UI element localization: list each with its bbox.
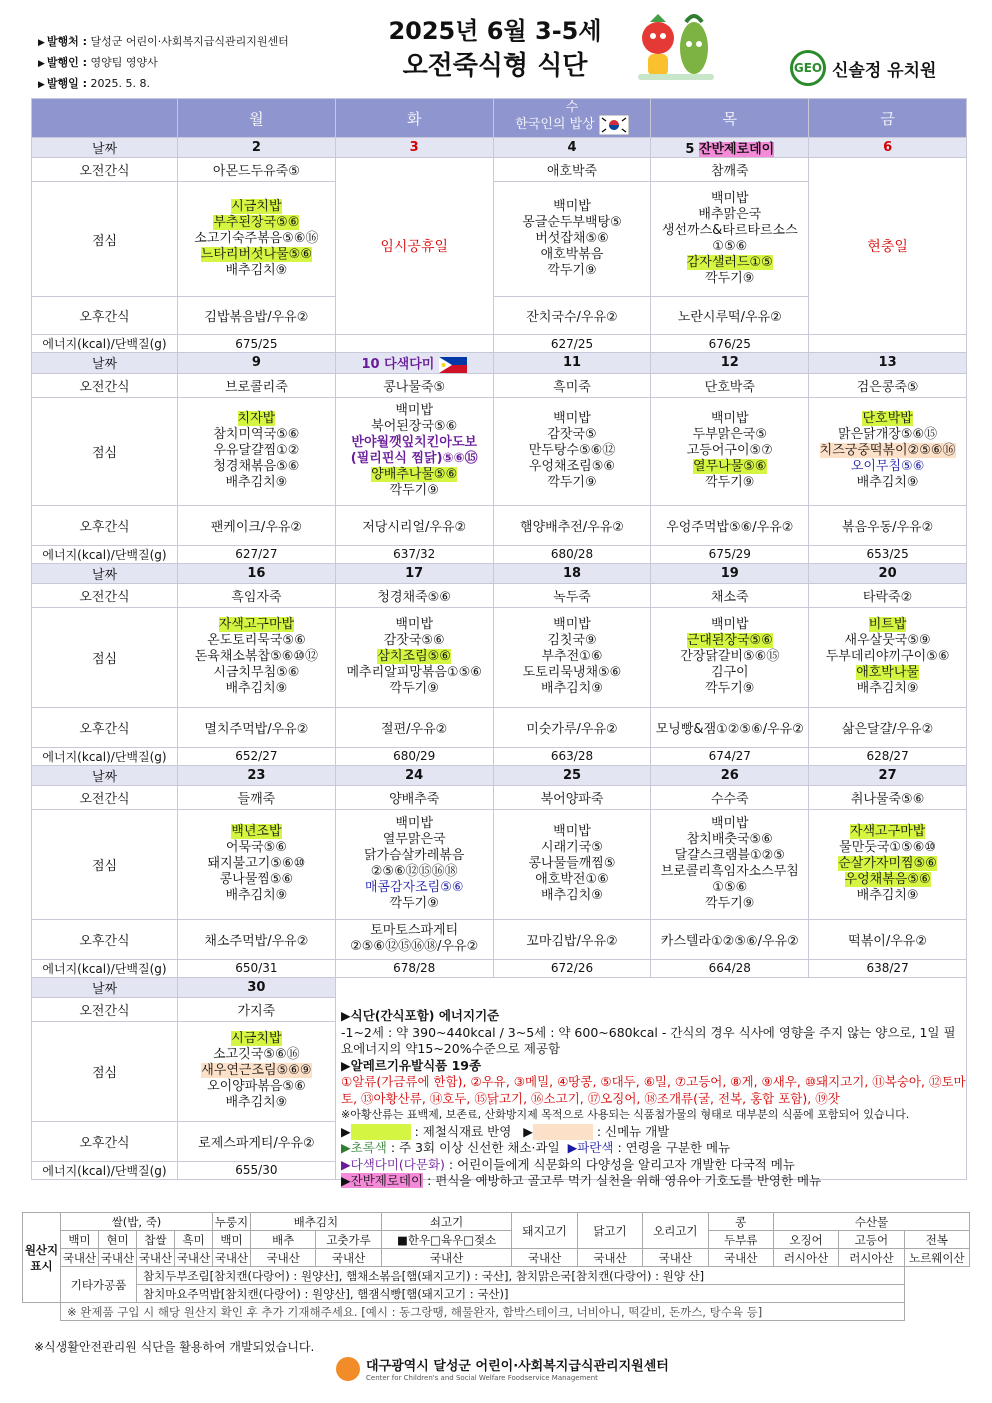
lunch-cell: 백미밥 열무맑은국 닭가슴살카레볶음 ②⑤⑥⑫⑮⑯⑱ 매콤감자조림⑤⑥ 깍두기⑨ xyxy=(335,809,493,919)
school-logo-icon: GEO xyxy=(790,50,826,86)
school-badge xyxy=(790,50,936,86)
smile-logo-icon xyxy=(336,1357,360,1381)
legend-multicultural: ▶다색다미(다문화) : 어린이들에게 식문화의 다양성을 알리고자 개발한 다국적 메뉴 xyxy=(341,1156,795,1172)
school-name: 신솔정 유치원 xyxy=(832,60,937,81)
am-snack-row: 오전간식 가지죽 xyxy=(32,997,967,1021)
title-line1: 2025년 6월 3-5세 xyxy=(388,17,602,45)
energy-heading: ▶식단(간식포함) 에너지기준 xyxy=(341,1008,500,1023)
center-logo xyxy=(336,1355,669,1382)
allergy-list: ①알류(가금류에 한함), ②우유, ③메밀, ④땅콩, ⑤대두, ⑥밀, ⑦고등어, ⑧게, ⑨새우, ⑩돼지고기, ⑪복숭아, ⑫토마토, ⑬아황산류, ⑭호두, ⑮닭고기, ⑯소고기, ⑰오징어, ⑱조개류(굴, 전복, 홍합 포함), ⑲잣 xyxy=(341,1074,966,1106)
energy-text: -1~2세 : 약 390~440kcal / 3~5세 : 약 600~680kcal - 간식의 경우 식사에 영향을 주지 않는 양으로, 1일 필요에너지의 약15~20%수준으로 제공함 xyxy=(341,1024,956,1056)
day-tue: 화 xyxy=(335,99,493,138)
pm-snack-row: 오후간식 멸치주먹밥/우유② 절편/우유② 미숫가루/우유② 모닝빵&잼①②⑤⑥/우유② 삶은달걀/우유② xyxy=(32,707,967,747)
day-mon: 월 xyxy=(178,99,336,138)
title-line2: 오전죽식형 식단 xyxy=(402,51,588,81)
energy-row: 에너지(kcal)/단백질(g) 655/30 xyxy=(32,1161,967,1179)
notes-panel xyxy=(341,1008,967,1190)
am-snack-row: 오전간식 흑임자죽 청경채죽⑤⑥ 녹두죽 채소죽 타락죽② xyxy=(32,583,967,607)
lunch-cell: 자색고구마밥 물만둣국①⑤⑥⑩ 순살가자미찜⑤⑥ 우엉채볶음⑤⑥ 배추김치⑨ xyxy=(809,809,967,919)
legend-color: ▶초록색 : 주 3회 이상 신선한 채소·과일 ▶파란색 : 연령을 구분한 메뉴 xyxy=(341,1140,731,1155)
lunch-cell: 백미밥 김칫국⑨ 부추전①⑥ 도토리묵냉채⑤⑥ 배추김치⑨ xyxy=(493,607,651,707)
lunch-cell: 백미밥 시래기국⑤ 콩나물들깨찜⑤ 애호박전①⑥ 배추김치⑨ xyxy=(493,809,651,919)
lunch-cell: 백년조밥 어묵국⑤⑥ 돼지불고기⑤⑥⑩ 콩나물찜⑤⑥ 배추김치⑨ xyxy=(178,809,336,919)
lunch-row: 점심 시금치밥 소고깃국⑤⑥⑯ 새우연근조림⑤⑥⑨ 오이양파볶음⑤⑥ 배추김치⑨ xyxy=(32,1021,967,1121)
holiday-label: 현충일 xyxy=(809,158,967,335)
lunch-cell: 시금치밥 소고깃국⑤⑥⑯ 새우연근조림⑤⑥⑨ 오이양파볶음⑤⑥ 배추김치⑨ xyxy=(178,1021,336,1121)
origin-groups: 원산지표시 쌀(밥, 죽) 누룽지 배추김치 쇠고기 돼지고기 닭고기 오리고기 콩 수산물 xyxy=(23,1213,970,1231)
am-snack-row: 오전간식 들깨죽 양배추죽 북어양파죽 수수죽 취나물죽⑤⑥ xyxy=(32,785,967,809)
lunch-cell: 단호박밥 맑은닭개장⑤⑥⑮ 치즈궁중떡볶이②⑤⑥⑯ 오이무침⑤⑥ 배추김치⑨ xyxy=(809,397,967,505)
center-name-en: Center for Children's and Social Welfare Foodservice Management xyxy=(366,1374,598,1382)
vegetable-mascot-icon xyxy=(636,12,716,84)
footnote: ※식생활안전관리원 식단을 활용하여 개발되었습니다. xyxy=(34,1340,315,1354)
origin-values: 국내산 국내산 국내산 국내산 국내산 국내산 국내산 국내산 국내산 국내산 국내산 국내산 러시아산 러시아산 노르웨이산 xyxy=(23,1249,970,1267)
pm-snack-row: 오후간식 채소주먹밥/우유② 토마토스파게티 ②⑤⑥⑫⑮⑯⑱/우유② 꼬마김밥/우유② 카스텔라①②⑤⑥/우유② 떡볶이/우유② xyxy=(32,919,967,959)
lunch-row: 점심 백년조밥 어묵국⑤⑥ 돼지불고기⑤⑥⑩ 콩나물찜⑤⑥ 배추김치⑨ 백미밥 열무맑은국 닭가슴살카레볶음 ②⑤⑥⑫⑮⑯⑱ 매콤감자조림⑤⑥ 깍두기⑨ 백미밥 시래기국⑤ 콩나물들깨찜⑤ 애호박전①⑥ 배추김치⑨ 백미밥 참치배춧국⑤⑥ 달걀스크램블①②⑤ 브로콜리흑임자소스무침 ①⑤⑥ 깍두기⑨ 자색고구마밥 물만둣국①⑤⑥⑩ 순살가자미찜⑤⑥ 우엉채볶음⑤⑥ 배추김치⑨ xyxy=(32,809,967,919)
origin-note-row: ※ 완제품 구입 시 해당 원산지 확인 후 추가 기재해주세요. [예시 : 동그랑땡, 해물완자, 함박스테이크, 너비아니, 떡갈비, 돈까스, 탕수육 등] xyxy=(23,1303,970,1321)
legend-zero-waste: ▶잔반제로데이 : 편식을 예방하고 골고루 먹기 실천을 위해 영유아 기호도를 반영한 메뉴 xyxy=(341,1173,822,1188)
lunch-cell: 백미밥 근대된장국⑤⑥ 간장닭갈비⑤⑥⑮ 김구이 깍두기⑨ xyxy=(651,607,809,707)
issuer-line: ▶ 발행인 : 영양팀 영양사 xyxy=(38,53,289,74)
day-wed: 수 한국인의 밥상 xyxy=(493,99,651,138)
publication-info xyxy=(38,32,289,95)
lunch-cell: 백미밥 참치배춧국⑤⑥ 달걀스크램블①②⑤ 브로콜리흑임자소스무침 ①⑤⑥ 깍두기⑨ xyxy=(651,809,809,919)
holiday-label: 임시공휴일 xyxy=(335,158,493,335)
energy-row: 에너지(kcal)/단백질(g) 650/31 678/28 672/26 664/28 638/27 xyxy=(32,959,967,977)
pm-snack-row: 오후간식 김밥볶음밥/우유② 잔치국수/우유② 노란시루떡/우유② xyxy=(32,297,967,335)
weekday-header xyxy=(32,99,967,138)
lunch-cell: 비트밥 새우살뭇국⑤⑨ 두부데리야끼구이⑤⑥ 애호박나물 배추김치⑨ xyxy=(809,607,967,707)
origin-processed-2: 참치마요주먹밥[참치캔(다랑어) : 원양산], 햄잼식빵[햄(돼지고기 : 국산)] xyxy=(23,1285,970,1303)
date-row: 날짜 30 xyxy=(32,977,967,997)
origin-processed: 기타가공품 참치두부조림[참치캔(다랑어) : 원양산], 햄채소볶음[햄(돼지고기) : 국산], 참치맑은국[참치캔(다랑어) : 원양 산] xyxy=(23,1267,970,1285)
lunch-cell: 백미밥 배추맑은국 생선까스&타르타르소스 ①⑤⑥ 감자샐러드①⑤ 깍두기⑨ xyxy=(651,182,809,297)
day-fri: 금 xyxy=(809,99,967,138)
zero-waste-day: 5 잔반제로데이 xyxy=(651,138,809,158)
page-title xyxy=(340,14,650,84)
energy-row: 에너지(kcal)/단백질(g) 652/27 680/29 663/28 674/27 628/27 xyxy=(32,747,967,765)
lunch-cell: 백미밥 두부맑은국⑤ 고등어구이⑤⑦ 열무나물⑤⑥ 깍두기⑨ xyxy=(651,397,809,505)
lunch-cell: 백미밥 감잣국⑤ 만두탕수⑤⑥⑫ 우엉채조림⑤⑥ 깍두기⑨ xyxy=(493,397,651,505)
origin-side-label: 원산지표시 xyxy=(23,1213,61,1303)
publisher-line: ▶ 발행처 : 달성군 어린이·사회복지급식관리지원센터 xyxy=(38,32,289,53)
korea-flag-icon xyxy=(599,115,629,135)
date-row: 날짜 16 17 18 19 20 xyxy=(32,563,967,583)
am-snack-row: 오전간식 브로콜리죽 콩나물죽⑤ 흑미죽 단호박죽 검은콩죽⑤ xyxy=(32,373,967,397)
legend-highlight: ▶ : 제철식재료 반영 ▶ : 신메뉴 개발 xyxy=(341,1123,670,1139)
energy-row: 에너지(kcal)/단백질(g) 675/25 627/25 676/25 xyxy=(32,335,967,353)
origin-subs: 백미 현미 찹쌀 흑미 백미 배추 고춧가루 ■한우□육우□젖소 두부류 오징어 고등어 전복 xyxy=(23,1231,970,1249)
sulfite-note: ※아황산류는 표백제, 보존료, 산화방지제 목적으로 사용되는 식품첨가물의 형태로 대부분의 식품에 포함되어 있습니다. xyxy=(341,1108,910,1121)
day-thu: 목 xyxy=(651,99,809,138)
lunch-cell: 치자밥 참치미역국⑤⑥ 우유달걀찜①② 청경채볶음⑤⑥ 배추김치⑨ xyxy=(178,397,336,505)
lunch-cell: 백미밥 감잣국⑤⑥ 삼치조림⑤⑥ 메추리알피망볶음①⑤⑥ 깍두기⑨ xyxy=(335,607,493,707)
lunch-cell: 백미밥 몽글순두부백탕⑤ 버섯잡채⑤⑥ 애호박볶음 깍두기⑨ xyxy=(493,182,651,297)
date-row: 날짜 23 24 25 26 27 xyxy=(32,765,967,785)
lunch-row: 점심 자색고구마밥 온도토리묵국⑤⑥ 돈육채소볶찹⑤⑥⑩⑫ 시금치무침⑤⑥ 배추김치⑨ 백미밥 감잣국⑤⑥ 삼치조림⑤⑥ 메추리알피망볶음①⑤⑥ 깍두기⑨ 백미밥 김칫국⑨ 부추전①⑥ 도토리묵냉채⑤⑥ 배추김치⑨ 백미밥 근대된장국⑤⑥ 간장닭갈비⑤⑥⑮ 김구이 깍두기⑨ 비트밥 새우살뭇국⑤⑨ 두부데리야끼구이⑤⑥ 애호박나물 배추김치⑨ xyxy=(32,607,967,707)
pm-snack-row: 오후간식 로제스파게티/우유② xyxy=(32,1121,967,1161)
lunch-row: 점심 시금치밥 부추된장국⑤⑥ 소고기숙주볶음⑤⑥⑯ 느타리버섯나물⑤⑥ 배추김치⑨ 백미밥 몽글순두부백탕⑤ 버섯잡채⑤⑥ 애호박볶음 깍두기⑨ 백미밥 배추맑은국 생선까스&타르타르소스 ①⑤⑥ 감자샐러드①⑤ 깍두기⑨ xyxy=(32,182,967,297)
allergy-heading: ▶알레르기유발식품 19종 xyxy=(341,1057,482,1073)
lunch-cell: 시금치밥 부추된장국⑤⑥ 소고기숙주볶음⑤⑥⑯ 느타리버섯나물⑤⑥ 배추김치⑨ xyxy=(178,182,336,297)
multicultural-day: 10 다색다미 xyxy=(335,353,493,374)
lunch-cell: 백미밥 북어된장국⑤⑥ 반야월깻잎치킨아도보 (필리핀식 찜닭)⑤⑥⑮ 양배추나물⑤⑥ 깍두기⑨ xyxy=(335,397,493,505)
center-name: 대구광역시 달성군 어린이·사회복지급식관리지원센터 xyxy=(366,1359,669,1374)
lunch-row: 점심 치자밥 참치미역국⑤⑥ 우유달걀찜①② 청경채볶음⑤⑥ 배추김치⑨ 백미밥 북어된장국⑤⑥ 반야월깻잎치킨아도보 (필리핀식 찜닭)⑤⑥⑮ 양배추나물⑤⑥ 깍두기⑨ 백미밥 감잣국⑤ 만두탕수⑤⑥⑫ 우엉채조림⑤⑥ 깍두기⑨ 백미밥 두부맑은국⑤ 고등어구이⑤⑦ 열무나물⑤⑥ 깍두기⑨ 단호박밥 맑은닭개장⑤⑥⑮ 치즈궁중떡볶이②⑤⑥⑯ 오이무침⑤⑥ 배추김치⑨ xyxy=(32,397,967,505)
date-line: ▶ 발행일 : 2025. 5. 8. xyxy=(38,74,289,95)
philippines-flag-icon xyxy=(439,357,467,373)
energy-row: 에너지(kcal)/단백질(g) 627/27 637/32 680/28 675/29 653/25 xyxy=(32,545,967,563)
origin-table xyxy=(22,1212,970,1321)
date-row: 날짜 2 3 4 5 잔반제로데이 6 xyxy=(32,138,967,158)
am-snack-row: 오전간식 아몬드두유죽⑤ 임시공휴일 애호박죽 참깨죽 현충일 xyxy=(32,158,967,182)
lunch-cell: 자색고구마밥 온도토리묵국⑤⑥ 돈육채소볶찹⑤⑥⑩⑫ 시금치무침⑤⑥ 배추김치⑨ xyxy=(178,607,336,707)
date-row: 날짜 9 10 다색다미 11 12 13 xyxy=(32,353,967,374)
pm-snack-row: 오후간식 팬케이크/우유② 저당시리얼/우유② 햄양배추전/우유② 우엉주먹밥⑤⑥/우유② 볶음우동/우유② xyxy=(32,505,967,545)
